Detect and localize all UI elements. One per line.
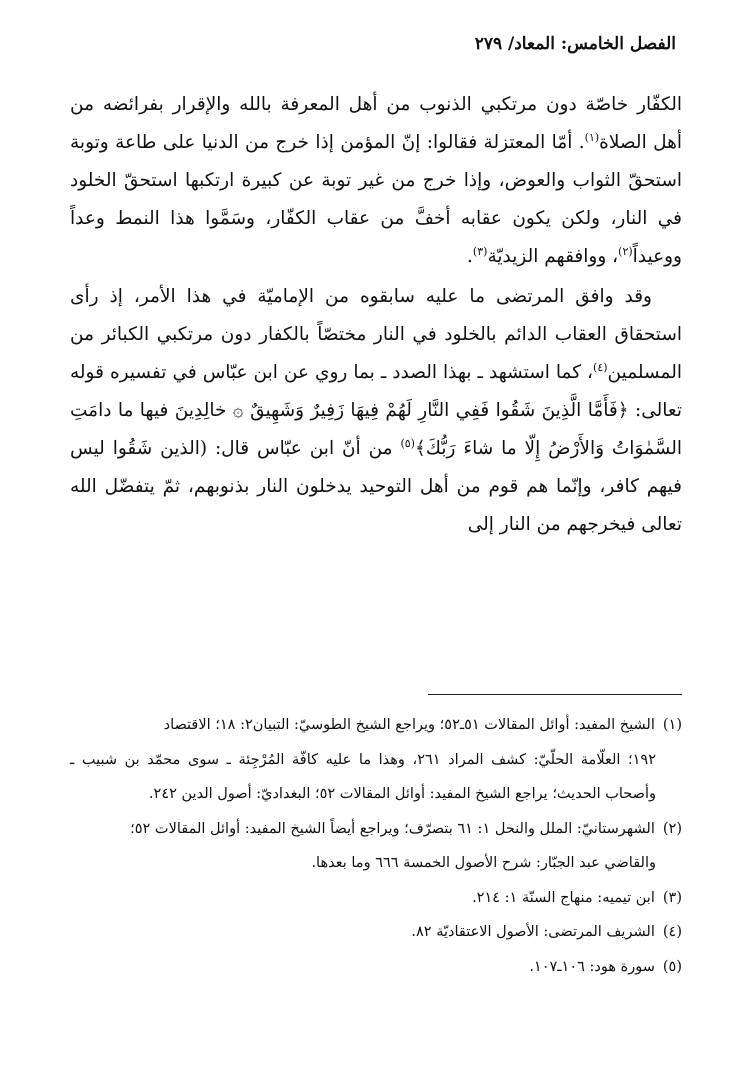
- footnote-text: الشيخ المفيد: أوائل المقالات ٥١ـ٥٢؛ ويراجع الشيخ الطوسيّ: التبيان٢: ١٨؛ الاقتصاد: [163, 717, 655, 733]
- footnote-number: (٤): [662, 924, 682, 940]
- main-text: [70, 86, 682, 544]
- footnote-text-continued: والقاضي عبد الجبّار: شرح الأصول الخمسة ٦٦٦ وما بعدها.: [311, 855, 656, 871]
- footnote-5: [70, 950, 682, 985]
- footnote-ref-4[interactable]: (٤): [593, 360, 608, 374]
- paragraph-2-text: وقد وافق المرتضى ما عليه سابقوه من الإماميّة في هذا الأمر، إذ رأى استحقاق العقاب الدائم بالخلود في النار مختصّاً بالكفار دون مرتكبي الكبائر من المسلمين: [70, 286, 682, 383]
- footnote-text: الشريف المرتضى: الأصول الاعتقاديّة ٨٢.: [411, 924, 655, 940]
- footnote-4: [70, 915, 682, 950]
- running-header: الفصل الخامس: المعاد/ ٢٧٩: [474, 34, 676, 54]
- paragraph-2-text-b: ، كما استشهد ـ بهذا الصدد ـ بما روي عن ابن عبّاس في تفسيره قوله تعالى:: [70, 362, 682, 421]
- footnote-ref-5[interactable]: (٥): [400, 436, 415, 450]
- footnote-number: (٥): [662, 958, 682, 975]
- footnote-number: (٢): [662, 820, 682, 837]
- paragraph-1: [70, 86, 682, 276]
- footnote-divider: [428, 694, 682, 695]
- footnote-number: (١): [662, 717, 682, 733]
- footnote-text: سورة هود: ١٠٦ـ١٠٧.: [529, 958, 655, 975]
- paragraph-2-text-c: من أنّ ابن عبّاس قال: (الذين شَقُوا ليس فيهم كافر، وإنّما هم قوم من أهل التوحيد يدخلون النار بذنوبهم، ثمّ يتفضّل الله تعالى فيخرجهم من النار إلى: [70, 438, 682, 535]
- footnote-text: الشهرستانيّ: الملل والنحل ١: ٦١ بتصرّف؛ ويراجع أيضاً الشيخ المفيد: أوائل المقالات ٥٢؛: [130, 820, 655, 837]
- footnotes: [70, 708, 682, 984]
- footnote-ref-2[interactable]: (٢): [618, 244, 633, 258]
- paragraph-1-text: الكفّار خاصّة دون مرتكبي الذنوب من أهل المعرفة بالله والإقرار بفرائضه من أهل الصلاة: [70, 94, 682, 153]
- paragraph-1-text-c: ، ووافقهم الزيديّة: [487, 246, 619, 267]
- footnote-2: [70, 812, 682, 881]
- footnote-3: [70, 881, 682, 916]
- footnote-number: (٣): [662, 889, 682, 906]
- footnote-ref-3[interactable]: (٣): [472, 244, 488, 258]
- footnote-1: [70, 708, 682, 812]
- quran-verse: ﴿فَأَمَّا الَّذِينَ شَقُوا فَفِي النَّارِ لَهُمْ فِيهَا زَفِيرٌ وَشَهِيقٌ ۞ خالِدِينَ فيها ما دامَتِ السَّمٰوَاتُ وَالأَرْضُ إِلّا ما شاءَ رَبُّكَ﴾: [70, 400, 682, 459]
- footnote-text-continued: ١٩٢؛ العلّامة الحلّيّ: كشف المراد ٢٦١، وهذا ما عليه كافّة المُرْجِئة ـ سوى محمّد بن شبيب ـ وأصحاب الحديث؛ يراجع الشيخ المفيد: أوائل المقالات ٥٢؛ البغداديّ: أصول الدين ٢٤٢.: [70, 751, 657, 802]
- footnote-text: ابن تيميه: منهاج السنّة ١: ٢١٤.: [472, 889, 655, 906]
- paragraph-1-text-d: .: [467, 246, 473, 267]
- footnote-ref-1[interactable]: (١): [584, 130, 600, 144]
- paragraph-2: [70, 278, 682, 544]
- paragraph-1-text-b: . أمّا المعتزلة فقالوا: إنّ المؤمن إذا خرج من الدنيا على طاعة وتوبة استحقّ الثواب والعوض، وإذا خرج من غير توبة عن كبيرة ارتكبها استحقّ الخلود في النار، ولكن يكون عقابه أخفَّ من عقاب الكفّار، وسَمَّوا هذا النمط وعداً ووعيداً: [70, 132, 682, 267]
